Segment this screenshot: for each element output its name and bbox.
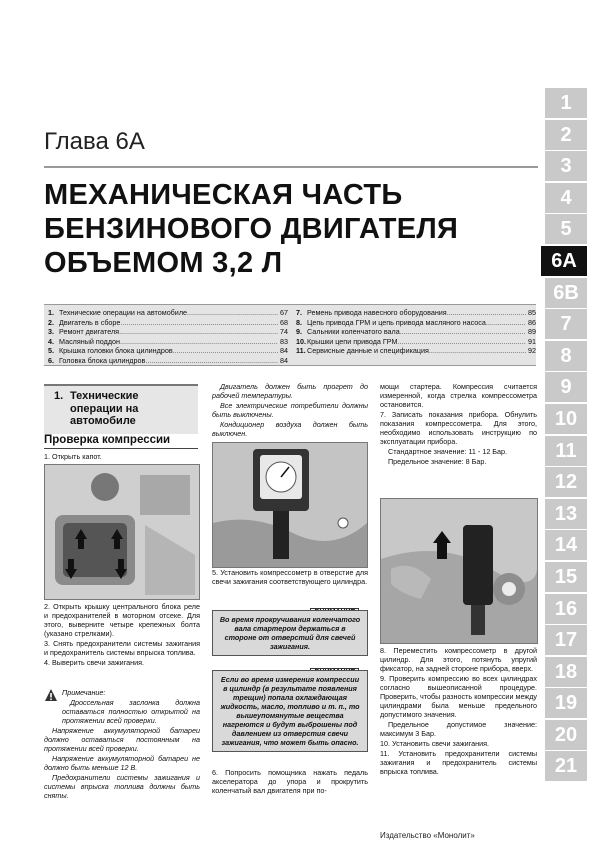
step-9: 9. Проверить компрессию во всех цилиндрах согласно вышеописанной процедуре. Проверить, чтобы разность компрессии между цилиндрами была меньше предельного допустимого значения. <box>380 674 537 719</box>
chapter-tab[interactable]: 4 <box>545 183 587 213</box>
difference-value: Предельное допустимое значение: максимум 3 Бар. <box>380 720 537 738</box>
note-text: Предохранители системы зажигания и системы впрыска топлива должны быть сняты. <box>44 773 200 800</box>
toc-left-column <box>48 308 288 365</box>
chapter-tab[interactable]: 14 <box>545 530 587 560</box>
compressometer-cylinder-photo <box>380 498 538 644</box>
column-1-body <box>44 602 200 668</box>
note-title: Примечание: <box>62 688 106 697</box>
chapter-tab[interactable]: 8 <box>545 341 587 371</box>
step-8: 8. Переместить компрессометр в другой цилиндр. Для этого, потянуть упругий фиксатор, на задней стороне прибора, вверх. <box>380 646 537 673</box>
toc-page: 68 <box>280 317 288 327</box>
paragraph: мощи стартера. Компрессия считается измеренной, когда стрелка компрессометра остановится. <box>380 382 537 409</box>
toc-title: Цепь привода ГРМ и цепь привода масляного насоса ..... <box>307 318 526 328</box>
chapter-label: Глава 6А <box>44 128 145 155</box>
chapter-tab[interactable]: 16 <box>545 594 587 624</box>
column-2-step5 <box>212 568 368 587</box>
chapter-tab[interactable]: 3 <box>545 151 587 181</box>
toc-right-column <box>296 308 536 356</box>
note-text: Напряжение аккумуляторной батареи должно оставаться постоянным на протяжении всей проверки. <box>44 726 200 753</box>
toc-item[interactable] <box>48 318 288 328</box>
title-line: ОБЪЕМОМ 3,2 Л <box>44 247 283 279</box>
toc-item[interactable] <box>48 308 288 318</box>
toc-page: 92 <box>528 346 536 355</box>
toc-title: Сервисные данные и спецификация ..... <box>307 346 526 356</box>
chapter-tab[interactable]: 10 <box>545 404 587 434</box>
chapter-tab[interactable]: 20 <box>545 720 587 750</box>
toc-number: 4. <box>48 336 54 346</box>
chapter-tab[interactable]: 9 <box>545 372 587 402</box>
toc-number: 11. <box>296 346 306 355</box>
note-text: Дроссельная заслонка должна оставаться полностью открытой на протяжении всей проверки. <box>62 698 200 725</box>
step-7: 7. Записать показания прибора. Обнулить показания компрессометра. Для этого, необходимо использовать инструкцию по эксплуатации прибора. <box>380 410 537 446</box>
note-text: Напряжение аккумуляторной батареи не должно быть меньше 12 В. <box>44 754 200 772</box>
chapter-tab[interactable]: 5 <box>545 214 587 244</box>
chapter-tab[interactable]: 19 <box>545 688 587 718</box>
column-3-top <box>380 382 537 467</box>
toc-page: 91 <box>528 336 536 346</box>
toc-item[interactable] <box>296 337 536 347</box>
chapter-tab[interactable]: 7 <box>545 309 587 339</box>
compressometer-illustration <box>213 443 367 567</box>
publisher-footer: Издательство «Монолит» <box>380 831 475 840</box>
toc-page: 83 <box>280 336 288 346</box>
title-line: МЕХАНИЧЕСКАЯ ЧАСТЬ <box>44 179 403 211</box>
paragraph: Все электрические потребители должны быть выключены. <box>212 401 368 419</box>
step-10: 10. Установить свечи зажигания. <box>380 739 490 748</box>
toc-item[interactable] <box>48 327 288 337</box>
toc-page: 84 <box>280 346 288 355</box>
toc-item[interactable] <box>296 308 536 318</box>
toc-item[interactable] <box>48 346 288 356</box>
step-3: 3. Снять предохранители системы зажигания и предохранитель системы впрыска топлива. <box>44 639 200 657</box>
paragraph: Кондиционер воздуха должен быть выключен. <box>212 420 368 438</box>
toc-item[interactable] <box>48 337 288 347</box>
toc-title: Масляный поддон ..... <box>59 337 278 347</box>
warning-text: Во время прокручивания коленчатого вала стартером держаться в стороне от отверстий для свечей зажигания. <box>219 615 361 651</box>
chapter-rule <box>44 166 538 168</box>
column-3-body <box>380 646 537 777</box>
toc-page: 67 <box>280 308 288 317</box>
toc-title: Крышка головки блока цилиндров ..... <box>59 346 278 356</box>
note-block <box>44 688 200 801</box>
chapter-tab[interactable]: 15 <box>545 562 587 592</box>
toc-item[interactable] <box>296 327 536 337</box>
toc-item[interactable] <box>48 356 288 366</box>
toc-item[interactable] <box>296 346 536 356</box>
table-of-contents <box>44 304 536 366</box>
title-line: БЕНЗИНОВОГО ДВИГАТЕЛЯ <box>44 213 459 245</box>
engine-bay-photo <box>44 464 200 600</box>
paragraph: Двигатель должен быть прогрет до рабочей температуры. <box>212 382 368 400</box>
chapter-title <box>44 178 544 280</box>
toc-number: 7. <box>296 308 302 317</box>
toc-page: 85 <box>528 308 536 317</box>
column-2-top <box>212 382 368 439</box>
subsection-title: Проверка компрессии <box>44 434 198 449</box>
chapter-tab[interactable]: 2 <box>545 120 587 150</box>
toc-title: Головка блока цилиндров ..... <box>59 356 278 366</box>
toc-title: Ремень привода навесного оборудования ..... <box>307 308 526 318</box>
toc-number: 1. <box>48 308 54 317</box>
toc-number: 5. <box>48 346 54 355</box>
toc-page: 86 <box>528 317 536 327</box>
warning-box-2 <box>212 670 368 752</box>
chapter-tab[interactable]: 6B <box>545 278 587 308</box>
limit-value: Предельное значение: 8 Бар. <box>388 457 487 466</box>
toc-page: 74 <box>280 327 288 336</box>
chapter-tab[interactable]: 13 <box>545 499 587 529</box>
chapter-tab[interactable]: 21 <box>545 751 587 781</box>
chapter-tab[interactable]: 18 <box>545 657 587 687</box>
toc-page: 89 <box>528 327 536 336</box>
step-5: 5. Установить компрессометр в отверстие для свечи зажигания соответствующего цилиндра. <box>212 568 368 586</box>
toc-title: Ремонт двигателя ..... <box>59 327 278 337</box>
section-title: Технические операции на автомобиле <box>70 390 139 427</box>
step-11: 11. Установить предохранители системы зажигания и предохранитель системы впрыска топлива. <box>380 749 537 776</box>
toc-title: Сальники коленчатого вала ..... <box>307 327 526 337</box>
toc-number: 9. <box>296 327 302 336</box>
step-6: 6. Попросить помощника нажать педаль акселератора до упора и прокрутить коленчатый вал двигателя при по- <box>212 768 368 795</box>
cylinder-illustration <box>381 499 537 643</box>
chapter-tab[interactable]: 11 <box>545 436 587 466</box>
chapter-tab[interactable]: 6A <box>541 246 587 276</box>
compressometer-photo <box>212 442 368 568</box>
toc-title: Технические операции на автомобиле ..... <box>59 308 278 318</box>
chapter-tab[interactable]: 17 <box>545 625 587 655</box>
toc-number: 6. <box>48 355 54 365</box>
step-2: 2. Открыть крышку центрального блока реле и предохранителей в моторном отсеке. Для этого, выверните четыре крепежных болта (указано стрелками). <box>44 602 200 638</box>
toc-page: 84 <box>280 355 288 365</box>
step-4: 4. Выверить свечи зажигания. <box>44 658 145 667</box>
standard-value: Стандартное значение: 11 - 12 Бар. <box>388 447 508 456</box>
chapter-tab[interactable]: 12 <box>545 467 587 497</box>
engine-bay-illustration <box>45 465 199 599</box>
toc-title: Крышки цепи привода ГРМ ..... <box>307 337 526 347</box>
toc-number: 10. <box>296 336 306 346</box>
toc-number: 8. <box>296 317 302 327</box>
column-1-top <box>44 452 200 462</box>
step-1: 1. Открыть капот. <box>44 452 102 461</box>
column-2-step6 <box>212 768 368 796</box>
toc-number: 3. <box>48 327 54 336</box>
chapter-tab[interactable]: 1 <box>545 88 587 118</box>
warning-box-1 <box>212 610 368 656</box>
section-heading <box>44 384 198 434</box>
section-number: 1. <box>54 390 64 402</box>
warning-text: Если во время измерения компрессии в цилиндр (в результате появления трещин) попала охлаждающая жидкость, масло, топливо и т. п., то вышеупомянутые вещества нагреются и будут выброшены под давлением из отверстия свечи зажигания, что может быть опасно. <box>220 675 360 747</box>
toc-item[interactable] <box>296 318 536 328</box>
toc-title: Двигатель в сборе ..... <box>59 318 278 328</box>
chapter-tabs <box>545 88 587 783</box>
toc-number: 2. <box>48 317 54 327</box>
